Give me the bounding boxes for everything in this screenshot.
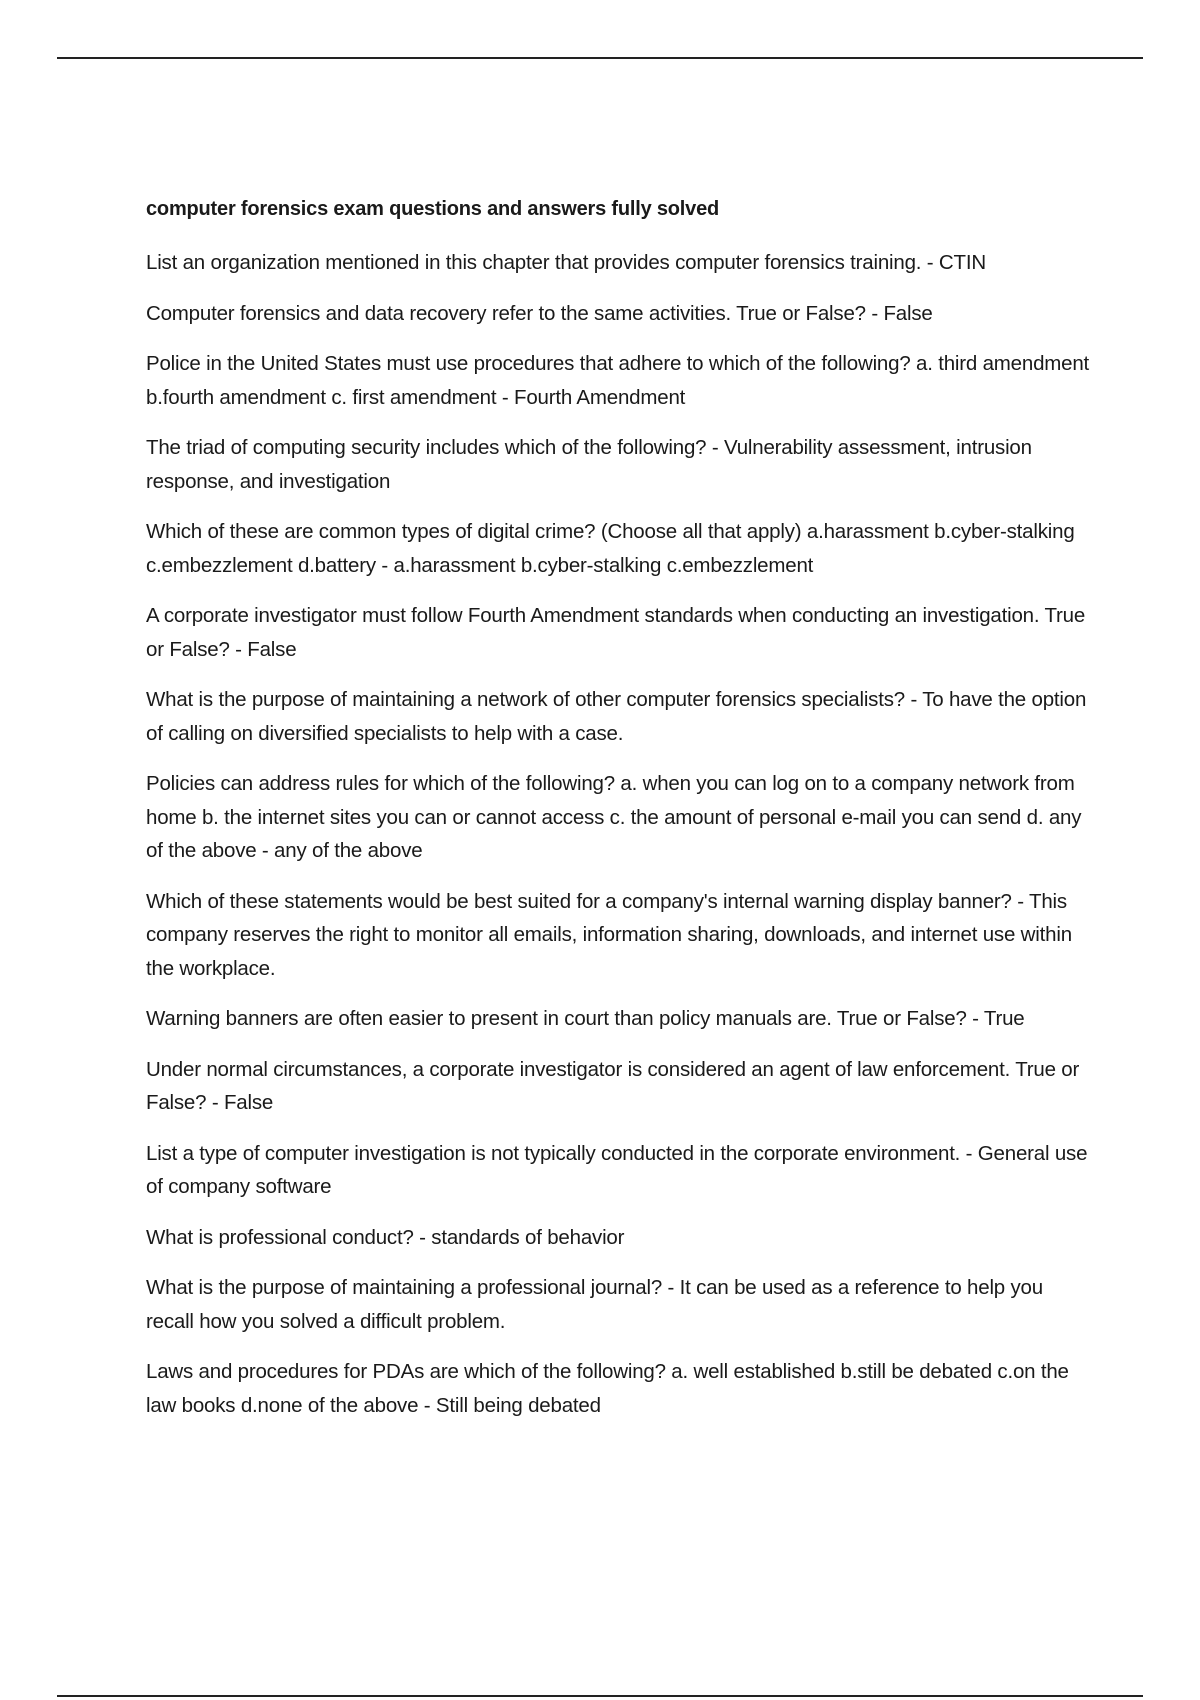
qa-item: Warning banners are often easier to present in court than policy manuals are. True or False? - True xyxy=(146,1007,1025,1030)
bottom-rule xyxy=(57,1695,1143,1697)
qa-item: Laws and procedures for PDAs are which of the following? a. well established b.still be debated c.on the law books d.none of the above - Still being debated xyxy=(146,1360,1069,1417)
qa-item: Which of these statements would be best suited for a company's internal warning display banner? - This company reserves the right to monitor all emails, information sharing, downloads, and internet use within the workplace. xyxy=(146,889,1072,980)
document-title: computer forensics exam questions and answers fully solved xyxy=(146,198,720,220)
qa-item: List an organization mentioned in this chapter that provides computer forensics training. - CTIN xyxy=(146,251,986,274)
top-rule xyxy=(57,57,1143,59)
qa-item: What is professional conduct? - standards of behavior xyxy=(146,1225,625,1249)
qa-item: List a type of computer investigation is not typically conducted in the corporate environment. - General use of company software xyxy=(146,1141,1088,1198)
qa-item: Computer forensics and data recovery refer to the same activities. True or False? - False xyxy=(146,301,933,325)
qa-item: What is the purpose of maintaining a network of other computer forensics specialists? - To have the option of calling on diversified specialists to help with a case. xyxy=(146,688,1087,745)
qa-item: Which of these are common types of digital crime? (Choose all that apply) a.harassment b.cyber-stalking c.embezzlement d.battery - a.harassment b.cyber-stalking c.embezzlement xyxy=(146,520,1075,577)
qa-item: Under normal circumstances, a corporate investigator is considered an agent of law enforcement. True or False? - False xyxy=(146,1057,1080,1114)
qa-item: What is the purpose of maintaining a professional journal? - It can be used as a reference to help you recall how you solved a difficult problem. xyxy=(146,1276,1043,1333)
qa-item: Policies can address rules for which of the following? a. when you can log on to a company network from home b. the internet sites you can or cannot access c. the amount of personal e-mail you can send d. any of the above - any of the above xyxy=(146,772,1082,862)
qa-item: Police in the United States must use procedures that adhere to which of the following? a. third amendment b.fourth amendment c. first amendment - Fourth Amendment xyxy=(146,352,1090,409)
document-body xyxy=(146,196,1096,1439)
qa-item: A corporate investigator must follow Fourth Amendment standards when conducting an investigation. True or False? - False xyxy=(146,604,1086,661)
qa-item: The triad of computing security includes which of the following? - Vulnerability assessment, intrusion response, and investigation xyxy=(146,436,1032,493)
